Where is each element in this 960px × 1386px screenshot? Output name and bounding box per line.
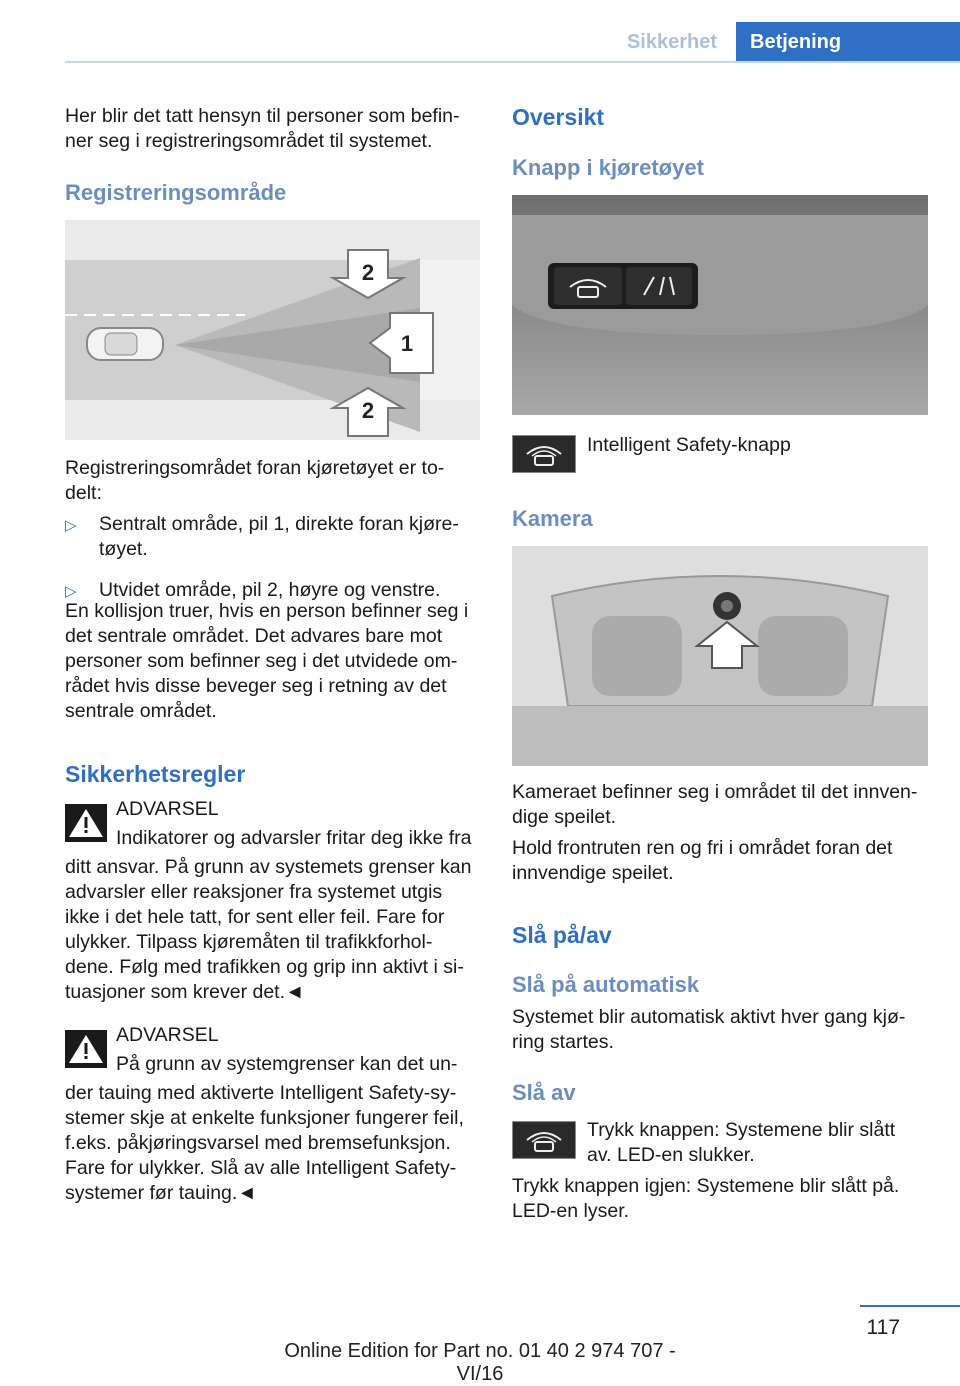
- text-line: Systemet blir automatisk aktivt hver gang kjø-: [512, 1006, 906, 1028]
- bullet-triangle-icon: ▷: [65, 583, 77, 600]
- warning-text: der tauing med aktiverte Intelligent Safety-sy-: [65, 1082, 457, 1104]
- camera-text-1: [512, 780, 932, 830]
- registration-text: [65, 456, 485, 506]
- text-line: LED-en lyser.: [512, 1200, 630, 1222]
- warning-2-body: [65, 1081, 485, 1206]
- warning-text: stemer skje at enkelte funksjoner fungerer feil,: [65, 1107, 464, 1129]
- warning-text: ikke i det hele tatt, for sent eller feil. Fare for: [65, 906, 445, 928]
- registration-diagram: [65, 220, 480, 440]
- warning-icon: [65, 1030, 107, 1068]
- footer-divider: [860, 1305, 960, 1307]
- camera-photo: [512, 546, 928, 766]
- heading-sla-av: Slå av: [512, 1080, 576, 1105]
- figure-label-top: 2: [361, 260, 375, 285]
- off-text: [587, 1118, 937, 1168]
- header-divider: [65, 61, 960, 63]
- bullet-text: tøyet.: [99, 538, 148, 560]
- footer-edition: Online Edition for Part no. 01 40 2 974 707 - VI/16: [284, 1340, 676, 1385]
- page-number: 117: [866, 1316, 900, 1339]
- text-line: Trykk knappen: Systemene blir slått: [587, 1119, 896, 1141]
- text-line: delt:: [65, 482, 102, 504]
- camera-text-2: [512, 836, 932, 886]
- bullet-text: Utvidet område, pil 2, høyre og venstre.: [99, 579, 441, 601]
- text-line: Hold frontruten ren og fri i området foran det: [512, 837, 893, 859]
- again-text: [512, 1174, 932, 1224]
- warning-icon: [65, 804, 107, 842]
- header-tab-betjening[interactable]: Betjening: [736, 22, 960, 62]
- warning-text: systemer før tauing.◄: [65, 1182, 257, 1204]
- heading-sikkerhetsregler: Sikkerhetsregler: [65, 761, 246, 787]
- button-caption: Intelligent Safety-knapp: [587, 434, 791, 456]
- header-tab-sikkerhet[interactable]: Sikkerhet: [626, 30, 718, 53]
- intro-line: Her blir det tatt hensyn til personer som befin-: [65, 105, 460, 127]
- warning-1-label: ADVARSEL Indikatorer og advarsler fritar deg ikke fra: [116, 797, 486, 851]
- intelligent-safety-button-icon: [512, 435, 576, 473]
- warning-text: advarsler eller reaksjoner fra systemet utgis: [65, 881, 443, 903]
- text-line: av. LED-en slukker.: [587, 1144, 755, 1166]
- button-panel-illustration: [512, 195, 928, 415]
- list-item: [65, 512, 485, 562]
- collision-paragraph: [65, 599, 485, 724]
- warning-text: Indikatorer og advarsler fritar deg ikke fra: [116, 827, 472, 849]
- text-line: Kameraet befinner seg i området til det innven-: [512, 781, 918, 803]
- heading-oversikt: Oversikt: [512, 104, 605, 130]
- windshield-illustration: [512, 546, 928, 766]
- text-line: det sentrale området. Det advares bare mot: [65, 625, 443, 647]
- lane-button-icon: [626, 267, 692, 305]
- heading-kamera: Kamera: [512, 506, 593, 531]
- intelligent-safety-button-icon: [512, 1121, 576, 1159]
- intro-line: ner seg i registreringsområdet til systemet.: [65, 130, 433, 152]
- warning-text: f.eks. påkjøringsvarsel med bremsefunksjon.: [65, 1132, 451, 1154]
- text-line: ring startes.: [512, 1031, 614, 1053]
- text-line: personer som befinner seg i det utvidede om-: [65, 650, 458, 672]
- heading-registreringsomrade: Registreringsområde: [65, 180, 287, 205]
- warning-text: På grunn av systemgrenser kan det un-: [116, 1053, 458, 1075]
- text-line: rådet hvis disse beveger seg i retning av det: [65, 675, 447, 697]
- text-line: Trykk knappen igjen: Systemene blir slått på.: [512, 1175, 900, 1197]
- heading-knapp: Knapp i kjøretøyet: [512, 155, 704, 180]
- warning-text: ditt ansvar. På grunn av systemets grenser kan: [65, 856, 472, 878]
- text-line: innvendige speilet.: [512, 862, 674, 884]
- registration-area-figure: [65, 220, 480, 440]
- text-line: sentrale området.: [65, 700, 217, 722]
- bullet-text: Sentralt område, pil 1, direkte foran kjøre-: [99, 513, 459, 535]
- bullet-list: [65, 512, 485, 603]
- warning-text: ulykker. Tilpass kjøremåten til trafikkforhol-: [65, 931, 433, 953]
- warning-text: dene. Følg med trafikken og grip inn aktivt i si-: [65, 956, 464, 978]
- button-photo: [512, 195, 928, 415]
- warning-1-body: [65, 855, 485, 1005]
- heading-sla-pa-automatisk: Slå på automatisk: [512, 972, 700, 997]
- auto-text: [512, 1005, 932, 1055]
- figure-label-bottom: 2: [361, 398, 375, 423]
- text-line: dige speilet.: [512, 806, 617, 828]
- intro-paragraph: [65, 104, 485, 154]
- text-line: Registreringsområdet foran kjøretøyet er to-: [65, 457, 445, 479]
- text-line: En kollisjon truer, hvis en person befinner seg i: [65, 600, 469, 622]
- figure-label-middle: 1: [400, 331, 414, 356]
- warning-text: Fare for ulykker. Slå av alle Intelligent Safety-: [65, 1157, 457, 1179]
- warning-2-label: ADVARSEL På grunn av systemgrenser kan det un-: [116, 1023, 486, 1077]
- warning-text: tuasjoner som krever det.◄: [65, 981, 305, 1003]
- bullet-triangle-icon: ▷: [65, 517, 77, 534]
- heading-sla-pa-av: Slå på/av: [512, 922, 612, 948]
